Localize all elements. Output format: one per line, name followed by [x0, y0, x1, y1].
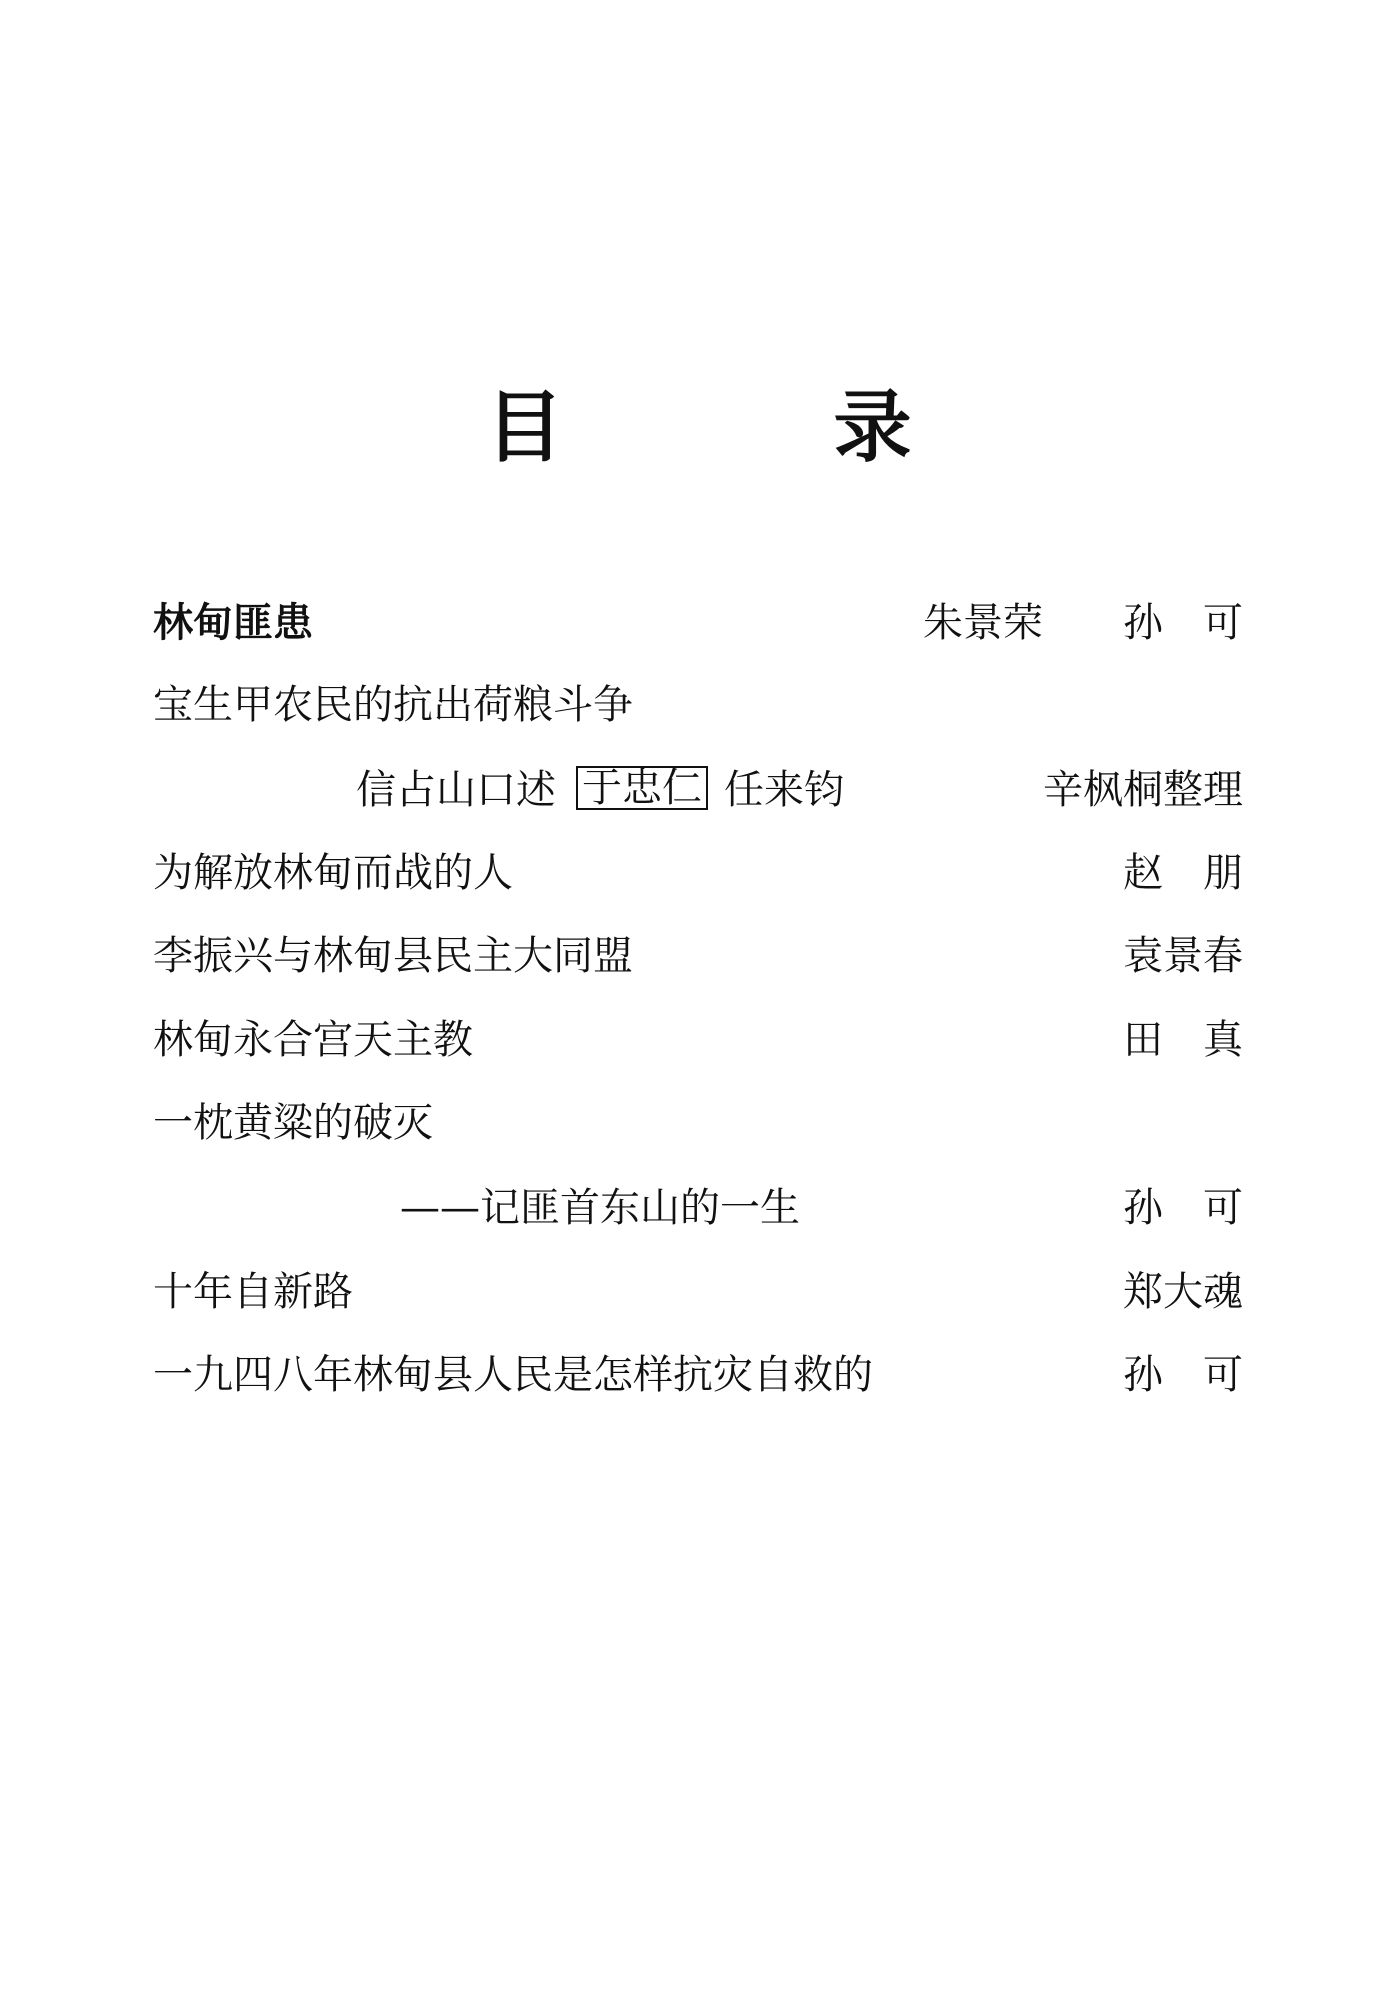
- entry-title: 宝生甲农民的抗出荷粮斗争: [153, 682, 633, 728]
- entry-title: 林甸匪患: [153, 599, 313, 646]
- entry-title: 一枕黄粱的破灭: [153, 1100, 433, 1146]
- title-char-right: 录: [833, 383, 912, 473]
- entry-author: 袁景春: [1123, 933, 1243, 979]
- leader-dots: [357, 1272, 1119, 1312]
- page-title: [0, 378, 1397, 478]
- toc-entry[interactable]: [153, 585, 1283, 646]
- entry-title: 十年自新路: [153, 1269, 353, 1315]
- toc-entry[interactable]: [153, 1002, 1283, 1063]
- toc-entry-credits: [153, 752, 1243, 813]
- leader-dots: [877, 1355, 1119, 1395]
- entry-narrator: 信占山口述: [356, 767, 556, 813]
- toc-entry[interactable]: [153, 1254, 1243, 1315]
- leader-dots: [477, 1020, 1119, 1060]
- entry-title: 一九四八年林甸县人民是怎样抗灾自救的: [153, 1352, 873, 1398]
- entry-title: 李振兴与林甸县民主大同盟: [153, 933, 633, 979]
- entry-author: 朱景荣: [923, 600, 1043, 646]
- entry-author: 孙可: [1123, 1352, 1283, 1398]
- entry-title: 林甸永合宫天主教: [153, 1017, 473, 1063]
- entry-author: 赵朋: [1123, 850, 1283, 896]
- entry-author: 孙可: [1123, 1185, 1283, 1231]
- entry-author: 孙可: [1123, 600, 1283, 646]
- toc-entry[interactable]: [153, 918, 1243, 979]
- entry-title: 为解放林甸而战的人: [153, 850, 513, 896]
- entry-boxed-name: 于忠仁: [576, 766, 708, 810]
- leader-dots: [153, 770, 352, 810]
- leader-dots: [637, 936, 1119, 976]
- leader-dots: [517, 853, 1119, 893]
- entry-editor: 辛枫桐整理: [1043, 767, 1243, 813]
- title-char-left: 目: [485, 383, 564, 473]
- toc-entry[interactable]: [153, 835, 1283, 896]
- toc-entry[interactable]: [153, 1085, 1243, 1146]
- toc-entry[interactable]: [153, 1337, 1283, 1398]
- toc-entry[interactable]: [153, 667, 1243, 728]
- entry-name: 任来钧: [724, 767, 844, 813]
- entry-author: 郑大魂: [1123, 1269, 1243, 1315]
- entry-author: 田真: [1123, 1017, 1283, 1063]
- leader-dots: [804, 1188, 1119, 1228]
- entry-subtitle: ——记匪首东山的一生: [400, 1185, 800, 1231]
- leader-dots: [317, 603, 919, 643]
- toc-entry-subtitle: [400, 1170, 1283, 1231]
